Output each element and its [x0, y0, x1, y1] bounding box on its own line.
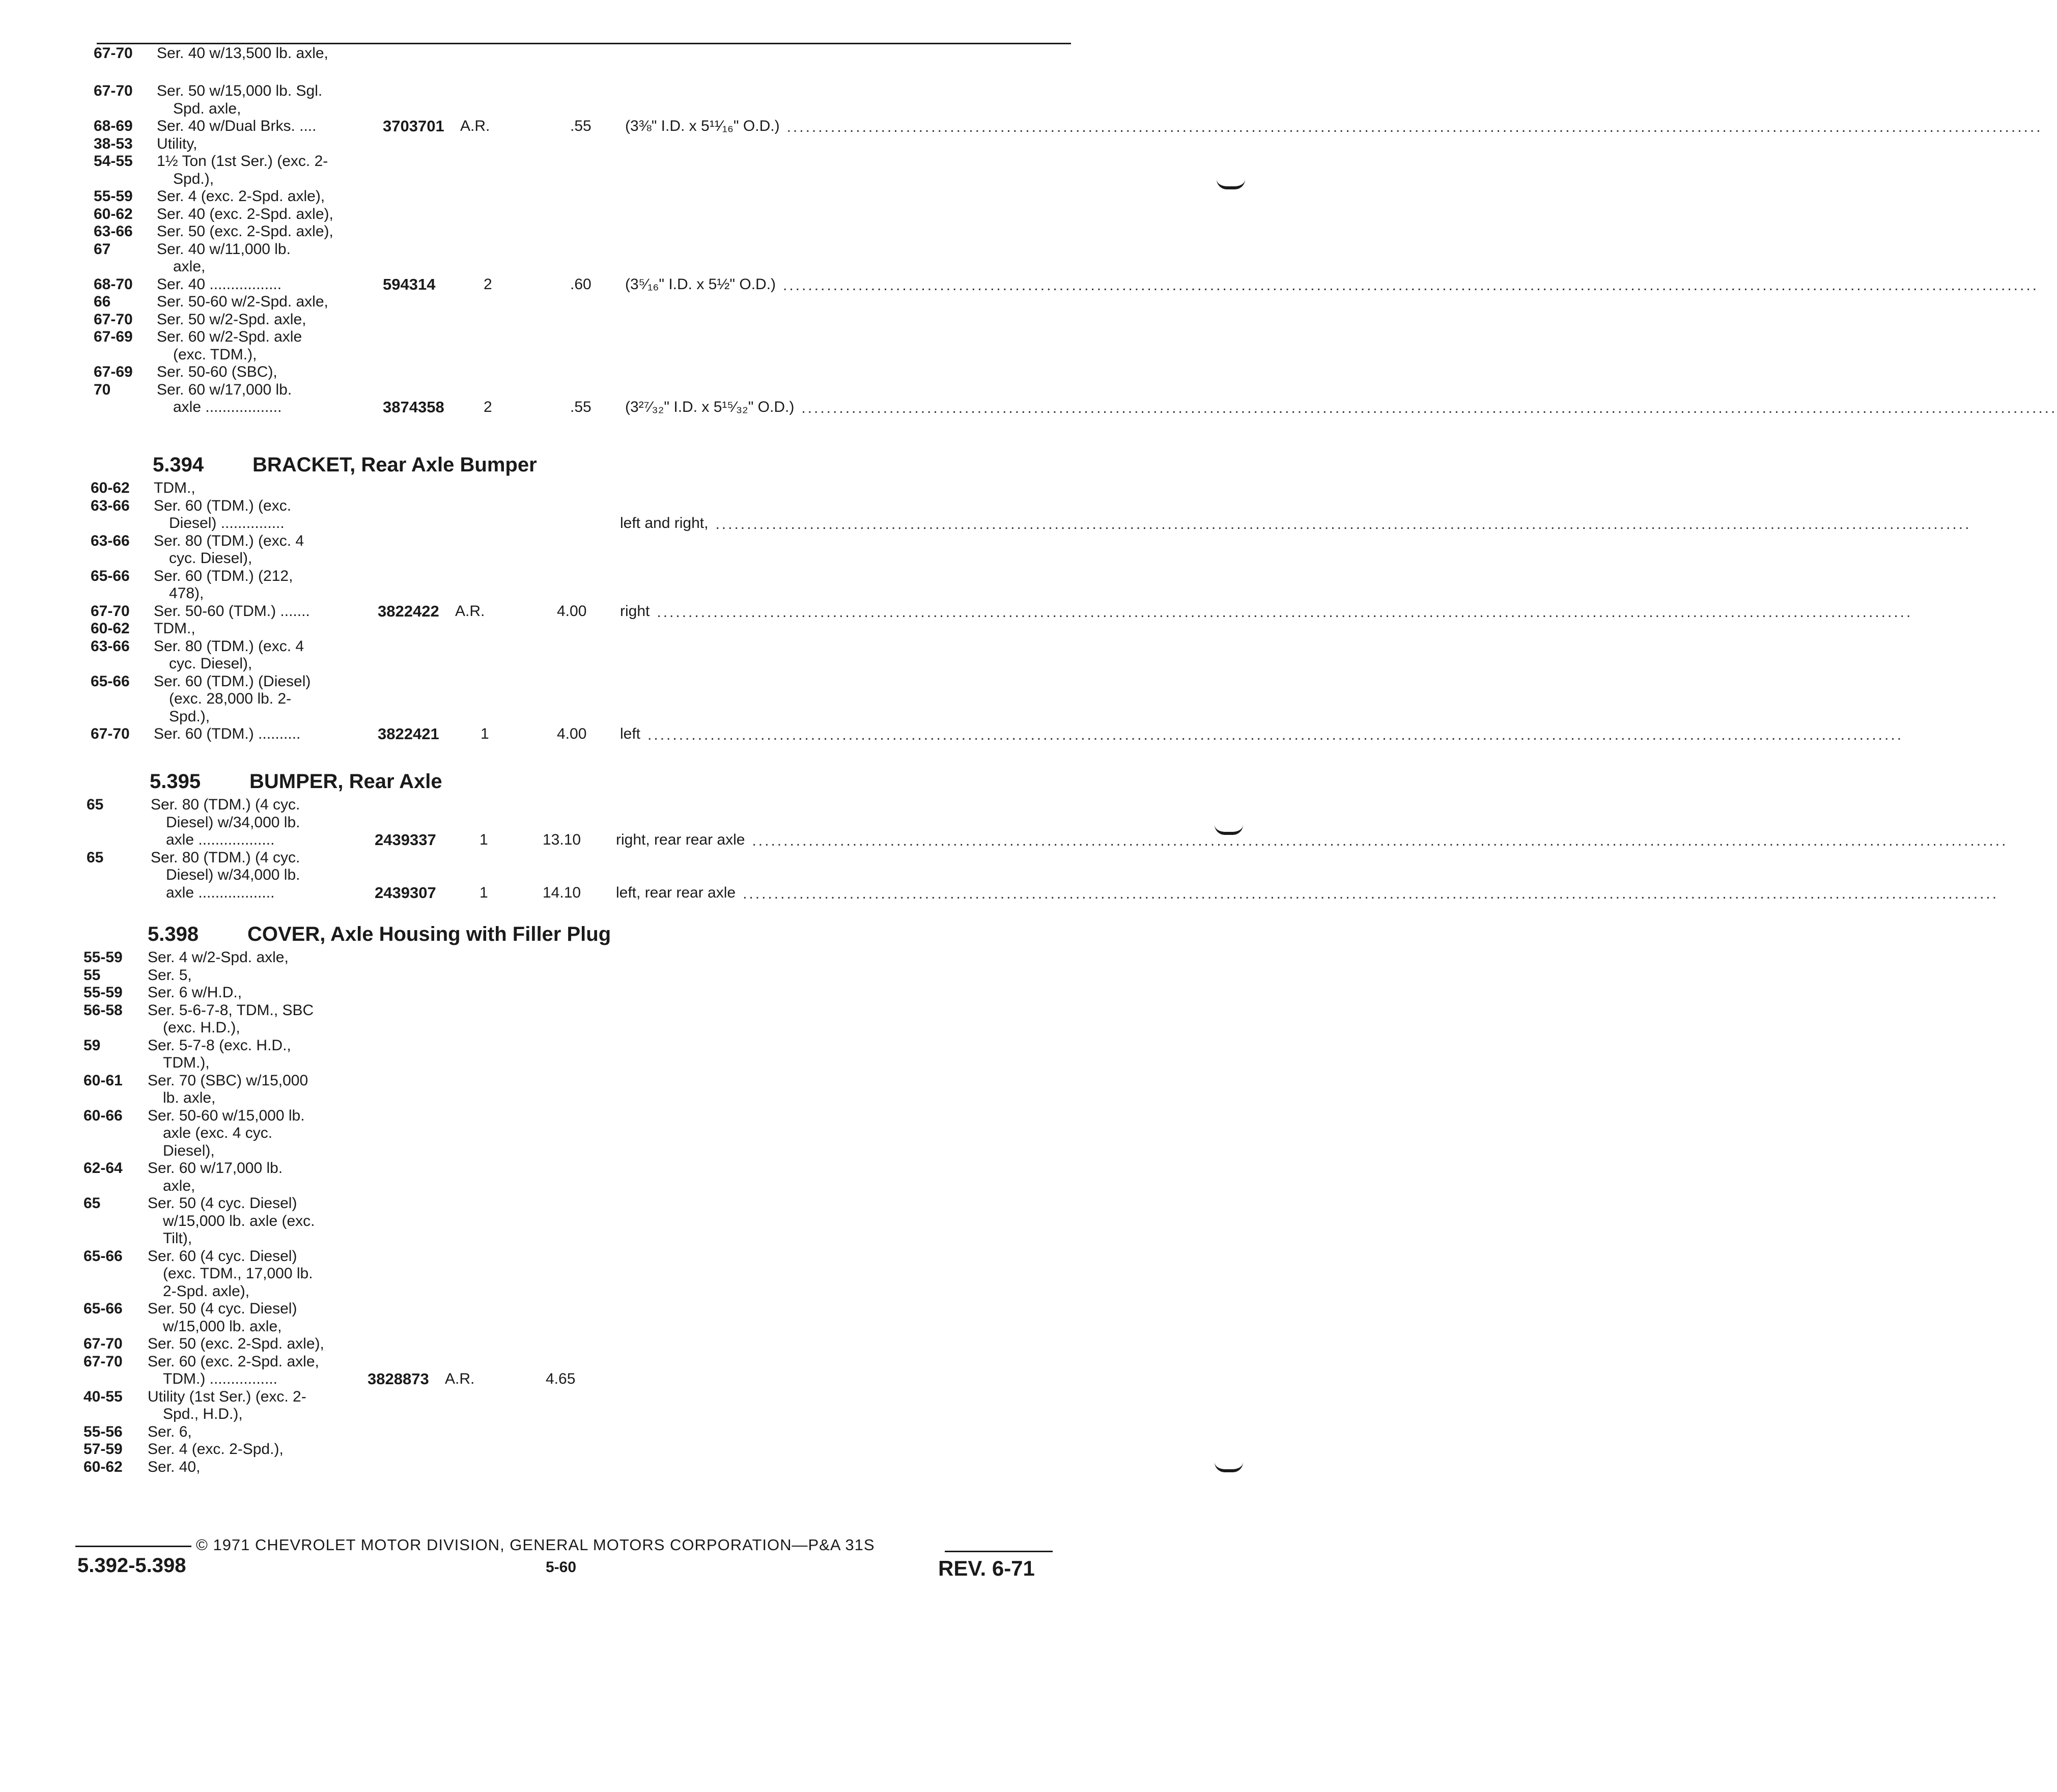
quantity: 1: [481, 725, 489, 742]
quantity: A.R.: [460, 118, 490, 134]
model-years: 68-70: [94, 275, 133, 293]
application-text: Ser. 50 (4 cyc. Diesel): [148, 1195, 297, 1212]
application-text: 478),: [169, 585, 204, 602]
application-text: TDM.,: [154, 620, 195, 637]
quantity: A.R.: [445, 1370, 475, 1387]
model-years: 63-66: [91, 637, 130, 655]
model-years: 65-66: [91, 673, 130, 690]
footer-revision: REV. 6-71: [938, 1556, 1035, 1580]
part-number: 3703701: [383, 117, 444, 135]
application-text: Ser. 6 w/H.D.,: [148, 984, 242, 1001]
model-years: 54-55: [94, 153, 133, 170]
application-text: Ser. 40,: [148, 1458, 201, 1475]
application-text: Ser. 60 w/17,000 lb.: [148, 1160, 283, 1177]
application-text: Ser. 40 w/13,500 lb. axle,: [157, 45, 328, 62]
section-title: BUMPER, Rear Axle: [249, 770, 442, 793]
model-years: 60-62: [83, 1458, 123, 1475]
leader-dots: ........................................................................................................................................................................................................: [752, 832, 2008, 849]
application-text: w/15,000 lb. axle (exc.: [163, 1212, 315, 1229]
quantity: 2: [484, 275, 492, 293]
part-number: 3874358: [383, 398, 444, 416]
model-years: 63-66: [94, 223, 133, 240]
model-years: 57-59: [83, 1441, 123, 1458]
footer-rule-right: [945, 1551, 1053, 1552]
model-years: 55-56: [83, 1423, 123, 1440]
model-years: 60-62: [91, 620, 130, 637]
model-years: 55: [83, 966, 101, 984]
model-years: 60-62: [91, 480, 130, 496]
model-years: 67-70: [94, 82, 133, 99]
model-years: 40-55: [83, 1388, 123, 1405]
application-text: 1½ Ton (1st Ser.) (exc. 2-: [157, 153, 328, 170]
footer-rule-left: [75, 1546, 191, 1547]
part-number: 3828873: [368, 1370, 429, 1388]
list-price: .55: [570, 399, 591, 415]
application-text: TDM.) ................: [163, 1370, 277, 1387]
application-text: axle,: [163, 1177, 195, 1194]
application-text: Ser. 60 (TDM.) ..........: [154, 725, 301, 742]
model-years: 65-66: [91, 567, 130, 584]
part-description: (3²⁷⁄₃₂" I.D. x 5¹⁵⁄₃₂" O.D.): [625, 399, 795, 415]
application-text: 2-Spd. axle),: [163, 1282, 250, 1300]
application-text: Ser. 60 w/2-Spd. axle: [157, 328, 302, 345]
application-text: Ser. 50-60 w/2-Spd. axle,: [157, 293, 328, 310]
list-price: 13.10: [543, 831, 581, 848]
part-description: right, rear rear axle: [616, 831, 745, 848]
top-rule: [97, 43, 1071, 44]
application-text: Ser. 4 (exc. 2-Spd.),: [148, 1441, 284, 1458]
application-text: Utility,: [157, 135, 198, 152]
quantity: 1: [480, 831, 488, 848]
list-price: 14.10: [543, 884, 581, 901]
application-text: Spd. axle,: [173, 100, 241, 117]
section-number: 5.395: [150, 770, 201, 793]
application-text: cyc. Diesel),: [169, 550, 252, 567]
section-heading: [148, 922, 611, 946]
footer-copyright: © 1971 CHEVROLET MOTOR DIVISION, GENERAL MOTORS CORPORATION—P&A 31S: [196, 1536, 875, 1554]
part-number: 2439307: [375, 883, 436, 902]
application-text: Ser. 50 w/2-Spd. axle,: [157, 311, 306, 328]
model-years: 67-70: [91, 602, 130, 620]
application-text: Ser. 4 (exc. 2-Spd. axle),: [157, 188, 325, 205]
model-years: 67-69: [94, 363, 133, 380]
application-text: Spd.),: [169, 708, 210, 725]
application-text: Utility (1st Ser.) (exc. 2-: [148, 1388, 306, 1405]
application-text: axle (exc. 4 cyc.: [163, 1125, 273, 1141]
application-text: Ser. 4 w/2-Spd. axle,: [148, 949, 289, 966]
model-years: 60-62: [94, 205, 133, 222]
footer-page-number: 5-60: [546, 1559, 577, 1576]
quantity: 1: [480, 884, 488, 901]
quantity: 2: [484, 399, 492, 415]
application-text: Ser. 60 w/17,000 lb.: [157, 381, 292, 398]
application-text: Ser. 60 (exc. 2-Spd. axle,: [148, 1353, 319, 1370]
application-text: cyc. Diesel),: [169, 655, 252, 672]
model-years: 70: [94, 381, 111, 398]
list-price: 4.00: [557, 725, 587, 742]
model-years: 59: [83, 1037, 101, 1054]
application-text: axle ..................: [173, 399, 282, 415]
model-years: 67-70: [83, 1335, 123, 1352]
application-text: axle,: [173, 258, 206, 275]
part-description: (3⁵⁄₁₆" I.D. x 5½" O.D.): [625, 275, 776, 293]
model-years: 60-61: [83, 1072, 123, 1089]
part-number: 2439337: [375, 831, 436, 849]
application-text: Ser. 80 (TDM.) (exc. 4: [154, 532, 304, 549]
list-price: 4.00: [557, 602, 587, 620]
list-price: .55: [570, 118, 591, 134]
model-years: 67-70: [94, 45, 133, 62]
application-text: Ser. 50-60 (SBC),: [157, 363, 277, 380]
application-text: Spd.),: [173, 170, 214, 187]
application-text: Ser. 50 (4 cyc. Diesel): [148, 1300, 297, 1317]
part-description: right: [620, 602, 650, 620]
part-description: (3⅜" I.D. x 5¹¹⁄₁₆" O.D.): [625, 118, 780, 134]
application-text: Ser. 80 (TDM.) (4 cyc.: [151, 796, 300, 813]
leader-dots: ........................................................................................................................................................................................................: [647, 726, 1904, 743]
leader-dots: ........................................................................................................................................................................................................: [783, 276, 2039, 294]
model-years: 67: [94, 240, 111, 258]
section-title: COVER, Axle Housing with Filler Plug: [247, 923, 611, 945]
application-text: Ser. 60 (4 cyc. Diesel): [148, 1247, 297, 1265]
application-text: Ser. 40 w/11,000 lb.: [157, 240, 291, 258]
application-text: lb. axle,: [163, 1089, 216, 1106]
application-text: Diesel) w/34,000 lb.: [166, 866, 300, 883]
part-number: 3822422: [378, 602, 439, 620]
application-text: (exc. H.D.),: [163, 1019, 240, 1036]
model-years: 67-70: [83, 1353, 123, 1370]
model-years: 56-58: [83, 1001, 123, 1019]
model-years: 55-59: [83, 984, 123, 1001]
model-years: 67-70: [94, 311, 133, 328]
application-text: Diesel) ...............: [169, 515, 285, 531]
application-text: Ser. 5-6-7-8, TDM., SBC: [148, 1001, 314, 1019]
application-text: Ser. 40 .................: [157, 275, 282, 293]
section-heading: [153, 453, 537, 477]
footer-section-range: 5.392-5.398: [77, 1554, 186, 1577]
model-years: 67-70: [91, 725, 130, 742]
application-text: Diesel) w/34,000 lb.: [166, 814, 300, 831]
application-text: TDM.,: [154, 480, 195, 496]
application-text: TDM.),: [163, 1054, 210, 1071]
application-text: axle ..................: [166, 831, 275, 848]
application-text: Ser. 50-60 (TDM.) .......: [154, 602, 310, 620]
model-years: 62-64: [83, 1160, 123, 1177]
application-text: (exc. 28,000 lb. 2-: [169, 690, 292, 707]
model-years: 55-59: [94, 188, 133, 205]
list-price: .60: [570, 275, 591, 293]
part-number: 594314: [383, 275, 436, 293]
section-heading: [150, 770, 442, 793]
application-text: Ser. 50 w/15,000 lb. Sgl.: [157, 82, 323, 99]
model-years: 65-66: [83, 1300, 123, 1317]
leader-dots: ........................................................................................................................................................................................................: [743, 885, 1999, 902]
section-number: 5.398: [148, 923, 199, 945]
model-years: 65: [87, 849, 104, 866]
application-text: Ser. 50-60 w/15,000 lb.: [148, 1107, 305, 1124]
application-text: Ser. 40 w/Dual Brks. ....: [157, 118, 317, 134]
application-text: Ser. 60 (TDM.) (exc.: [154, 497, 292, 514]
model-years: 63-66: [91, 532, 130, 549]
application-text: Spd., H.D.),: [163, 1406, 243, 1422]
application-text: Ser. 60 (TDM.) (Diesel): [154, 673, 311, 690]
model-years: 65-66: [83, 1247, 123, 1265]
model-years: 55-59: [83, 949, 123, 966]
model-years: 67-69: [94, 328, 133, 345]
application-text: Ser. 5,: [148, 966, 192, 984]
application-text: Ser. 40 (exc. 2-Spd. axle),: [157, 205, 333, 222]
model-years: 66: [94, 293, 111, 310]
section-title: BRACKET, Rear Axle Bumper: [252, 454, 537, 476]
model-years: 65: [87, 796, 104, 813]
part-description: left: [620, 725, 641, 742]
model-years: 63-66: [91, 497, 130, 514]
leader-dots: ........................................................................................................................................................................................................: [657, 603, 1913, 621]
model-years: 38-53: [94, 135, 133, 152]
application-text: (exc. TDM.),: [173, 346, 257, 363]
list-price: 4.65: [546, 1370, 576, 1387]
application-text: axle ..................: [166, 884, 275, 901]
section-number: 5.394: [153, 454, 204, 476]
part-number: 3822421: [378, 725, 439, 743]
application-text: Diesel),: [163, 1142, 215, 1159]
page-edge-mark: [1217, 179, 1245, 189]
application-text: Ser. 50 (exc. 2-Spd. axle),: [148, 1335, 324, 1352]
leader-dots: ........................................................................................................................................................................................................: [786, 119, 2043, 135]
page-edge-mark: [1215, 1462, 1243, 1472]
application-text: (exc. TDM., 17,000 lb.: [163, 1265, 313, 1282]
model-years: 68-69: [94, 118, 133, 134]
model-years: 65: [83, 1195, 101, 1212]
application-text: Ser. 70 (SBC) w/15,000: [148, 1072, 308, 1089]
leader-dots: ........................................................................................................................................................................................................: [715, 516, 1971, 533]
leader-dots: ........................................................................................................................................................................................................: [801, 400, 2057, 416]
application-text: w/15,000 lb. axle,: [163, 1318, 282, 1335]
application-text: Ser. 50 (exc. 2-Spd. axle),: [157, 223, 333, 240]
part-description: left, rear rear axle: [616, 884, 736, 901]
application-text: Ser. 60 (TDM.) (212,: [154, 567, 293, 584]
quantity: A.R.: [455, 602, 485, 620]
part-description: left and right,: [620, 515, 709, 531]
application-text: Ser. 80 (TDM.) (exc. 4: [154, 637, 304, 655]
model-years: 60-66: [83, 1107, 123, 1124]
application-text: Ser. 5-7-8 (exc. H.D.,: [148, 1037, 291, 1054]
application-text: Ser. 6,: [148, 1423, 192, 1440]
application-text: Ser. 80 (TDM.) (4 cyc.: [151, 849, 300, 866]
application-text: Tilt),: [163, 1230, 192, 1247]
